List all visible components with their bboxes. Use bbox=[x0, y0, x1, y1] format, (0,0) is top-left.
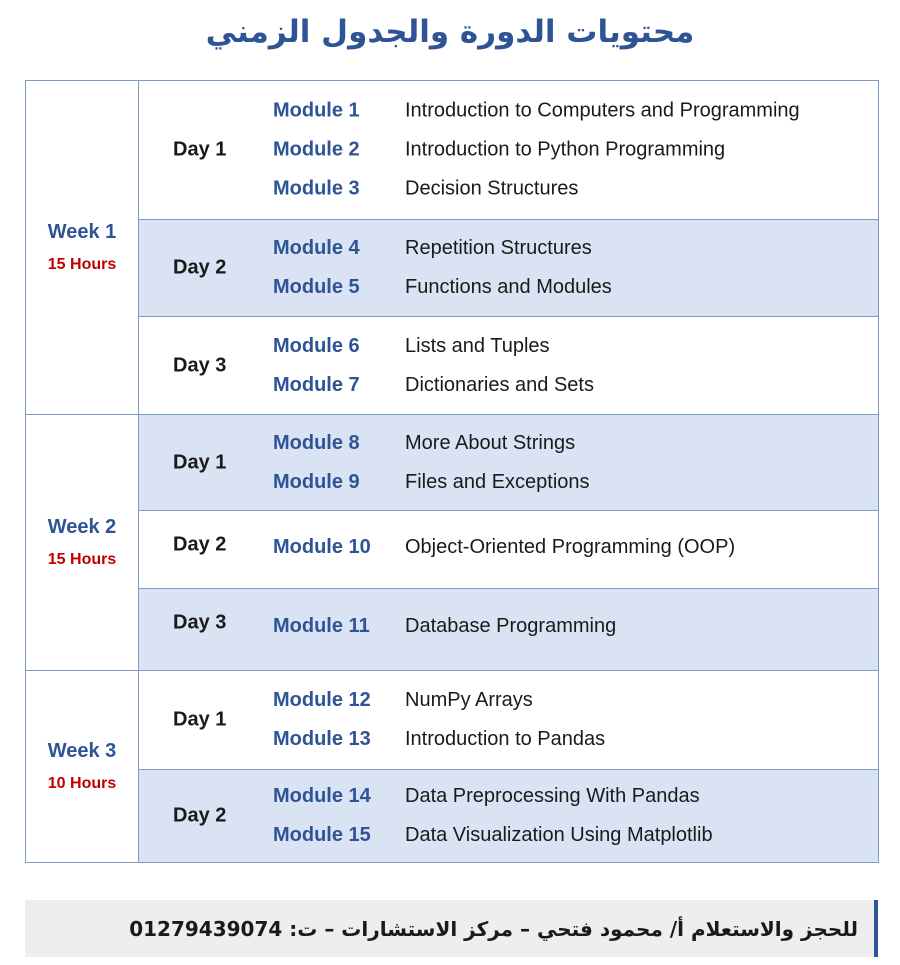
module-title: Database Programming bbox=[405, 614, 617, 637]
day-label: Day 1 bbox=[173, 708, 227, 731]
module-number: Module 12 bbox=[273, 689, 371, 712]
module-item bbox=[139, 92, 878, 131]
day-label: Day 1 bbox=[173, 138, 227, 161]
module-title: NumPy Arrays bbox=[405, 689, 533, 712]
module-item bbox=[139, 777, 878, 816]
module-item bbox=[139, 607, 878, 646]
module-number: Module 7 bbox=[273, 373, 360, 396]
week-hours: 10 Hours bbox=[47, 775, 117, 792]
module-number: Module 2 bbox=[273, 138, 360, 161]
module-list bbox=[139, 327, 878, 404]
day-label: Day 2 bbox=[173, 804, 227, 827]
module-number: Module 9 bbox=[273, 470, 360, 493]
module-number: Module 13 bbox=[273, 727, 371, 750]
day-label: Day 2 bbox=[173, 256, 227, 279]
day-row bbox=[139, 510, 878, 588]
module-item bbox=[139, 463, 878, 502]
module-item bbox=[139, 720, 878, 759]
day-row bbox=[139, 588, 878, 670]
module-list bbox=[139, 424, 878, 501]
module-title: Data Preprocessing With Pandas bbox=[405, 785, 700, 808]
module-list bbox=[139, 229, 878, 306]
page-title: محتويات الدورة والجدول الزمني bbox=[205, 14, 695, 50]
module-number: Module 3 bbox=[273, 177, 360, 200]
module-title: Lists and Tuples bbox=[405, 334, 550, 357]
module-title: Repetition Structures bbox=[405, 237, 592, 260]
module-item bbox=[139, 131, 878, 170]
module-item bbox=[139, 366, 878, 405]
schedule-table bbox=[25, 80, 879, 863]
day-label: Day 3 bbox=[173, 611, 227, 634]
module-item bbox=[139, 268, 878, 307]
week-hours: 15 Hours bbox=[47, 551, 117, 568]
week-hours: 15 Hours bbox=[47, 256, 117, 273]
module-list bbox=[139, 607, 878, 646]
week-cell bbox=[26, 414, 139, 670]
module-title: Introduction to Pandas bbox=[405, 727, 606, 750]
day-row bbox=[139, 414, 878, 510]
day-row bbox=[139, 316, 878, 414]
module-item bbox=[139, 816, 878, 855]
week-label: Week 3 bbox=[47, 740, 117, 762]
module-item bbox=[139, 169, 878, 208]
module-list bbox=[139, 529, 878, 568]
module-title: Files and Exceptions bbox=[405, 470, 590, 493]
day-label: Day 2 bbox=[173, 533, 227, 556]
module-title: Data Visualization Using Matplotlib bbox=[405, 823, 713, 846]
module-number: Module 8 bbox=[273, 431, 360, 454]
module-number: Module 4 bbox=[273, 237, 360, 260]
module-number: Module 10 bbox=[273, 536, 371, 559]
module-title: Decision Structures bbox=[405, 177, 579, 200]
day-row bbox=[139, 81, 878, 219]
module-number: Module 5 bbox=[273, 275, 360, 298]
day-row bbox=[139, 219, 878, 316]
contact-footer bbox=[25, 900, 878, 957]
module-title: Functions and Modules bbox=[405, 275, 612, 298]
day-label: Day 3 bbox=[173, 354, 227, 376]
module-number: Module 15 bbox=[273, 823, 371, 846]
module-item bbox=[139, 529, 878, 568]
day-row bbox=[139, 670, 878, 769]
week-label: Week 2 bbox=[47, 516, 117, 538]
module-list bbox=[139, 92, 878, 208]
module-list bbox=[139, 681, 878, 758]
day-row bbox=[139, 769, 878, 862]
week-label: Week 1 bbox=[47, 221, 117, 243]
module-title: Introduction to Computers and Programming bbox=[405, 99, 800, 122]
module-item bbox=[139, 424, 878, 463]
module-title: Introduction to Python Programming bbox=[405, 138, 726, 161]
module-list bbox=[139, 777, 878, 854]
week-cell bbox=[26, 670, 139, 862]
module-item bbox=[139, 327, 878, 366]
module-item bbox=[139, 681, 878, 720]
day-label: Day 1 bbox=[173, 451, 227, 473]
contact-text: للحجز والاستعلام أ/ محمود فتحي – مركز الاستشارات – ت: 01279439074 bbox=[129, 916, 858, 941]
module-title: More About Strings bbox=[405, 431, 576, 454]
module-title: Dictionaries and Sets bbox=[405, 373, 594, 396]
module-title: Object-Oriented Programming (OOP) bbox=[405, 536, 736, 559]
module-number: Module 1 bbox=[273, 99, 360, 122]
module-number: Module 6 bbox=[273, 334, 360, 357]
week-cell bbox=[26, 81, 139, 414]
module-item bbox=[139, 229, 878, 268]
module-number: Module 14 bbox=[273, 785, 371, 808]
module-number: Module 11 bbox=[273, 614, 370, 637]
